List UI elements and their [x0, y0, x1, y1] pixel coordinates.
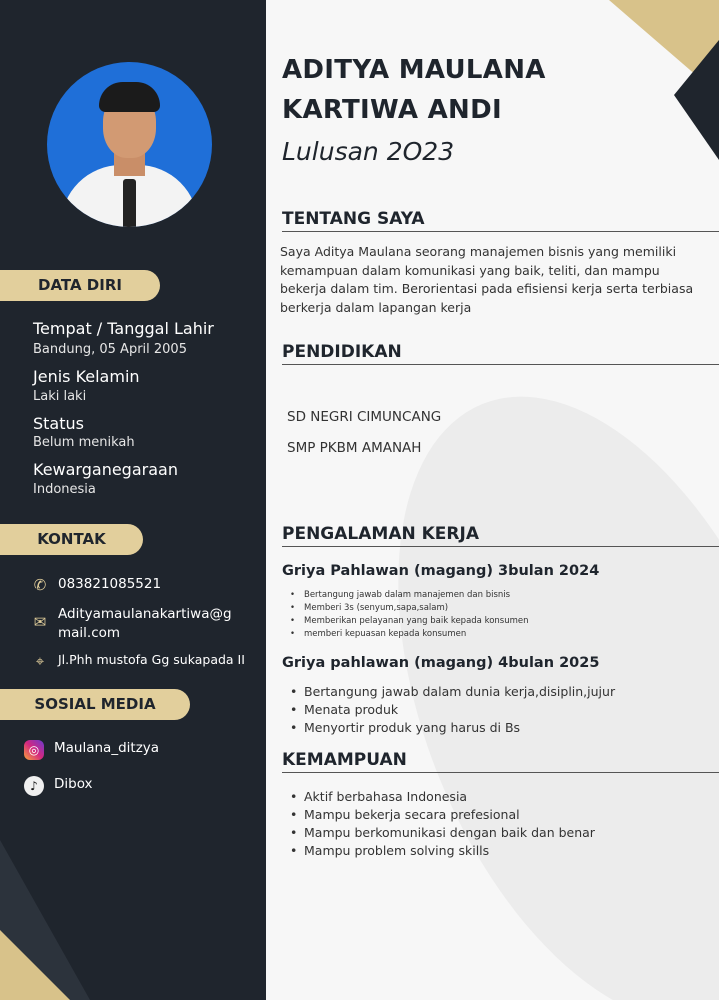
name-heading [282, 50, 546, 130]
name-line-1: ADITYA MAULANA [282, 55, 546, 85]
list-item: • Mampu bekerja secara prefesional [290, 806, 595, 824]
graduation-subtitle: Lulusan 2O23 [282, 137, 455, 166]
data-diri-heading: DATA DIRI [0, 270, 160, 301]
skills-heading: KEMAMPUAN [282, 750, 719, 773]
status-value: Belum menikah [33, 435, 135, 450]
citizenship-value: Indonesia [33, 482, 96, 497]
birth-value: Bandung, 05 April 2005 [33, 342, 187, 357]
list-item: • Memberikan pelayanan yang baik kepada konsumen [290, 615, 529, 628]
job-points-list [290, 683, 615, 737]
instagram-icon: ◎ [24, 740, 44, 760]
location-pin-icon: ⌖ [35, 652, 45, 670]
about-text: Saya Aditya Maulana seorang manajemen bisnis yang memiliki kemampuan dalam komunikasi yang baik, teliti, dan mampu bekerja dalam tim. Berorientasi pada efisiensi kerja serta terbiasa berkerja dalam lapangan kerja [280, 244, 694, 315]
experience-heading: PENGALAMAN KERJA [282, 524, 719, 547]
mail-icon: ✉ [33, 613, 47, 631]
list-item: • Mampu problem solving skills [290, 842, 595, 860]
education-item: SD NEGRI CIMUNCANG [287, 409, 442, 425]
list-item: • Bertangung jawab dalam manajemen dan bisnis [290, 589, 529, 602]
tiktok-row[interactable] [24, 776, 93, 796]
job-title: Griya pahlawan (magang) 4bulan 2025 [282, 655, 600, 671]
kontak-heading: KONTAK [0, 524, 143, 555]
tiktok-handle[interactable]: Dibox [54, 776, 93, 792]
profile-photo [47, 62, 212, 227]
sidebar [0, 0, 266, 1000]
phone-icon: ✆ [33, 576, 47, 594]
instagram-handle[interactable]: Maulana_ditzya [54, 740, 160, 756]
address-row [30, 652, 245, 670]
birth-label: Tempat / Tanggal Lahir [33, 319, 214, 338]
job-points-list [290, 589, 529, 641]
list-item: • Menata produk [290, 701, 615, 719]
gender-value: Laki laki [33, 389, 87, 404]
job-title: Griya Pahlawan (magang) 3bulan 2024 [282, 563, 600, 579]
list-item: • Memberi 3s (senyum,sapa,salam) [290, 602, 529, 615]
about-heading: TENTANG SAYA [282, 209, 719, 232]
name-line-2: KARTIWA ANDI [282, 95, 502, 125]
list-item: • Bertangung jawab dalam dunia kerja,disiplin,jujur [290, 683, 615, 701]
list-item: • Menyortir produk yang harus di Bs [290, 719, 615, 737]
phone-row [30, 576, 161, 594]
education-heading: PENDIDIKAN [282, 342, 719, 365]
education-item: SMP PKBM AMANAH [287, 440, 422, 456]
tiktok-icon: ♪ [24, 776, 44, 796]
list-item: • memberi kepuasan kepada konsumen [290, 628, 529, 641]
email-text[interactable]: Adityamaulanakartiwa@gmail.com [58, 606, 232, 641]
address-text: Jl.Phh mustofa Gg sukapada II [58, 652, 245, 667]
status-label: Status [33, 414, 84, 433]
sosial-media-heading: SOSIAL MEDIA [0, 689, 190, 720]
email-row [30, 605, 245, 643]
list-item: • Mampu berkomunikasi dengan baik dan benar [290, 824, 595, 842]
skills-list [290, 788, 595, 860]
sidebar-gold-decoration [0, 930, 70, 1000]
gender-label: Jenis Kelamin [33, 367, 140, 386]
list-item: • Aktif berbahasa Indonesia [290, 788, 595, 806]
phone-text: 083821085521 [58, 576, 162, 592]
citizenship-label: Kewarganegaraan [33, 460, 178, 479]
instagram-row[interactable] [24, 740, 159, 760]
corner-dark-decoration [674, 40, 719, 160]
